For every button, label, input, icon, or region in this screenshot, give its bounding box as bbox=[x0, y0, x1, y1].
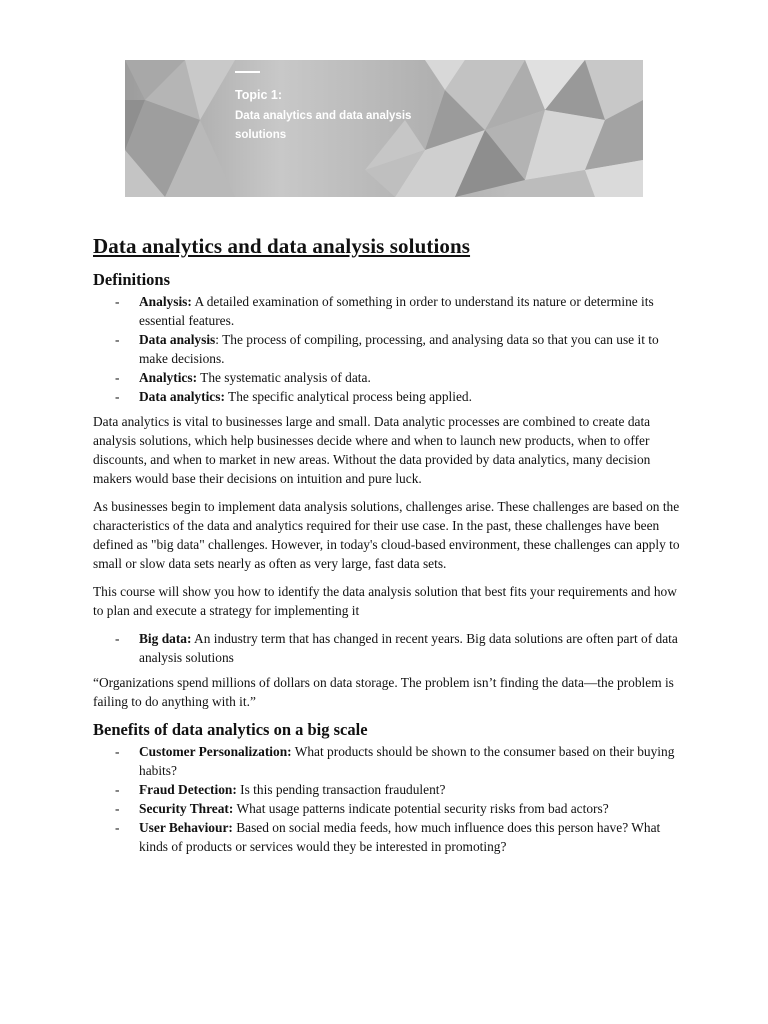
benefit-text: Is this pending transaction fraudulent? bbox=[236, 782, 446, 797]
definitions-heading: Definitions bbox=[93, 270, 171, 289]
big-data-list bbox=[93, 629, 683, 667]
dash-bullet: - bbox=[115, 631, 120, 646]
list-item bbox=[93, 387, 683, 406]
list-item bbox=[93, 799, 683, 818]
banner-subtitle: Data analytics and data analysis solutions bbox=[235, 110, 412, 141]
list-item bbox=[93, 742, 683, 780]
dash-bullet: - bbox=[115, 744, 120, 759]
paragraph-course: This course will show you how to identify the data analysis solution that best fits your requirements and how to plan and execute a strategy for implementing it bbox=[93, 584, 677, 618]
list-item bbox=[93, 818, 683, 856]
list-item bbox=[93, 368, 683, 387]
dash-bullet: - bbox=[115, 820, 120, 835]
benefits-list bbox=[93, 742, 683, 856]
definition-text: A detailed examination of something in order to understand its nature or determine its essential features. bbox=[139, 294, 654, 328]
dash-bullet: - bbox=[115, 294, 120, 309]
definition-term: Big data: bbox=[139, 631, 192, 646]
dash-bullet: - bbox=[115, 782, 120, 797]
benefit-term: User Behaviour: bbox=[139, 820, 233, 835]
list-item bbox=[93, 330, 683, 368]
benefit-term: Fraud Detection: bbox=[139, 782, 237, 797]
list-item bbox=[93, 292, 683, 330]
dash-bullet: - bbox=[115, 332, 120, 347]
list-item bbox=[93, 780, 683, 799]
definition-text: The systematic analysis of data. bbox=[197, 370, 371, 385]
definition-text: An industry term that has changed in recent years. Big data solutions are often part of data analysis solutions bbox=[139, 631, 678, 665]
dash-bullet: - bbox=[115, 370, 120, 385]
definition-term: Analytics: bbox=[139, 370, 198, 385]
definition-term: Data analytics: bbox=[139, 389, 225, 404]
paragraph-intro: Data analytics is vital to businesses large and small. Data analytic processes are combined to create data analysis solutions, which help businesses decide where and when to launch new products, when to offer discounts, and when to market in new areas. Without the data provided by data analytics, many decision makers would base their decisions on intuition and pure luck. bbox=[93, 414, 651, 486]
definition-term: Analysis: bbox=[139, 294, 192, 309]
definition-text: The specific analytical process being applied. bbox=[224, 389, 472, 404]
benefit-term: Customer Personalization: bbox=[139, 744, 292, 759]
page-title: Data analytics and data analysis solutions bbox=[93, 234, 471, 258]
dash-bullet: - bbox=[115, 389, 120, 404]
banner-topic-label: Topic 1: bbox=[235, 88, 282, 102]
benefit-text: What products should be shown to the consumer based on their buying habits? bbox=[139, 744, 675, 778]
definitions-list bbox=[93, 292, 683, 406]
definition-text: : The process of compiling, processing, and analysing data so that you can use it to make decisions. bbox=[139, 332, 659, 366]
paragraph-challenges: As businesses begin to implement data analysis solutions, challenges arise. These challenges are based on the characteristics of the data and analytics required for their use case. In the past, these challenges have been defined as "big data" challenges. However, in today's cloud-based environment, these challenges can apply to small or slow data sets nearly as often as very large, fast data sets. bbox=[93, 499, 680, 571]
dash-bullet: - bbox=[115, 801, 120, 816]
banner-accent-rule bbox=[235, 71, 260, 73]
list-item bbox=[93, 629, 683, 667]
benefit-text: Based on social media feeds, how much influence does this person have? What kinds of products or services would they be interested in promoting? bbox=[139, 820, 661, 854]
document-body bbox=[93, 234, 683, 862]
definition-term: Data analysis bbox=[139, 332, 216, 347]
benefits-heading: Benefits of data analytics on a big scale bbox=[93, 720, 368, 739]
benefit-term: Security Threat: bbox=[139, 801, 234, 816]
topic-banner bbox=[125, 60, 643, 197]
quote: “Organizations spend millions of dollars on data storage. The problem isn’t finding the data—the problem is failing to do anything with it.” bbox=[93, 675, 674, 709]
benefit-text: What usage patterns indicate potential security risks from bad actors? bbox=[233, 801, 609, 816]
